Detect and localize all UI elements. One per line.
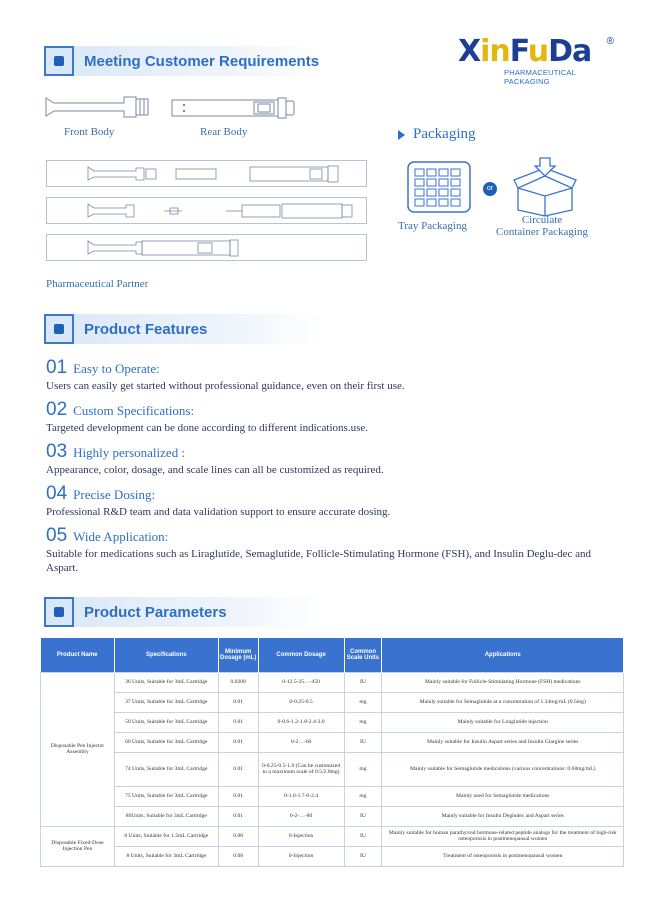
table-header-cell: Minimum Dosage (mL) bbox=[218, 638, 258, 672]
table-header-cell: Common Dosage bbox=[258, 638, 344, 672]
or-badge: or bbox=[483, 182, 497, 196]
assembly-box-1 bbox=[47, 161, 367, 187]
pen-assembly-diagram bbox=[46, 160, 368, 264]
table-row: 37 Units, Suitable for 3mL Cartridge 0.01 0-0.25-0.5 mg Mainly suitable for Semaglutide at a concentration of 1.34mg/mL (0.5mg) bbox=[41, 692, 624, 712]
feature-item: 05 Wide Application: Suitable for medications such as Liraglutide, Semaglutide, Follicle-Stimulating Hormone (FSH), and Insulin Deglu-dec and Aspart. bbox=[46, 525, 592, 574]
table-header-cell: Product Name bbox=[41, 638, 115, 672]
table-row: 60 Units, Suitable for 3mL Cartridge 0.01 0-2…-60 IU Mainly suitable for Insulin Aspart series and Insulin Glargine series bbox=[41, 732, 624, 752]
table-header-cell: Common Scale Units bbox=[344, 638, 382, 672]
table-row: 8 Units, Suitable for 3mL Cartridge 0.08 0-Injection IU Treatment of osteoporosis in postmenopausal women bbox=[41, 846, 624, 866]
feature-item: 02 Custom Specifications: Targeted development can be done according to different indications.use. bbox=[46, 399, 368, 434]
section-badge-icon bbox=[44, 597, 74, 627]
container-caption: Circulate Container Packaging bbox=[496, 214, 588, 238]
table-row: Disposable Pen Injector Assembly 36 Units, Suitable for 3mL Cartridge 0.0208 0-12.5-25…-450 IU Mainly suitable for Follicle-Stimulating Hormone (FSH) medications bbox=[41, 672, 624, 692]
container-box-icon bbox=[512, 156, 578, 218]
feature-item: 01 Easy to Operate: Users can easily get started without professional guidance, even on their first use. bbox=[46, 357, 405, 392]
section-header-parameters bbox=[44, 597, 324, 627]
partner-caption: Pharmaceutical Partner bbox=[46, 278, 149, 290]
registered-mark: ® bbox=[606, 36, 614, 47]
front-body-caption: Front Body bbox=[64, 126, 115, 138]
product-name-cell: Disposable Fixed-Dose Injection Pen bbox=[41, 826, 115, 866]
table-row: 74 Units, Suitable for 3mL Cartridge 0.01 0-0.25-0.5-1.0 (Can be customized to a maximum scale of 0.5/2.0mg) mg Mainly suitable for Semaglutide medications (various concentrations: 0.68mg/mL) bbox=[41, 752, 624, 786]
feature-item: 03 Highly personalized : Appearance, color, dosage, and scale lines can all be customized as required. bbox=[46, 441, 384, 476]
table-header-cell: Applications bbox=[382, 638, 624, 672]
section-badge-icon bbox=[44, 314, 74, 344]
table-row: 50 Units, Suitable for 3mL Cartridge 0.01 0-0.6-1.2-1.8-2.4-3.0 mg Mainly suitable for Liraglutide injection bbox=[41, 712, 624, 732]
product-parameters-table bbox=[40, 638, 624, 867]
section-badge-icon bbox=[44, 46, 74, 76]
table-header-cell: Specifications bbox=[114, 638, 218, 672]
section-title: Product Parameters bbox=[84, 603, 227, 621]
section-header-features bbox=[44, 314, 324, 344]
table-header-row bbox=[41, 638, 624, 672]
front-body-image bbox=[44, 94, 154, 120]
packaging-title: Packaging bbox=[413, 126, 476, 142]
brand-logo bbox=[458, 36, 618, 86]
brand-name: XinFuDa bbox=[458, 34, 592, 69]
tray-caption: Tray Packaging bbox=[398, 220, 467, 232]
section-header-requirements bbox=[44, 46, 324, 76]
section-title: Product Features bbox=[84, 320, 208, 338]
assembly-box-3 bbox=[47, 235, 367, 261]
feature-item: 04 Precise Dosing: Professional R&D team and data validation support to ensure accurate dosing. bbox=[46, 483, 391, 518]
product-name-cell: Disposable Pen Injector Assembly bbox=[41, 672, 115, 826]
rear-body-image bbox=[170, 96, 300, 120]
triangle-arrow-icon bbox=[398, 130, 405, 140]
brand-tagline: PHARMACEUTICAL PACKAGING bbox=[504, 68, 576, 86]
tray-icon bbox=[406, 160, 472, 214]
section-title: Meeting Customer Requirements bbox=[84, 52, 320, 70]
table-row: 80Units, Suitable for 3mL Cartridge 0.01 0-2-…-80 IU Mainly suitable for Insulin Degludec and Aspart series bbox=[41, 806, 624, 826]
assembly-box-2 bbox=[47, 198, 367, 224]
table-row: Disposable Fixed-Dose Injection Pen 8 Units, Suitable for 1.5mL Cartridge 0.08 0-Injection IU Mainly suitable for human parathyroid hormone-related peptide analogs for the treatment of high-risk osteoporosis in postmenopausal women bbox=[41, 826, 624, 846]
packaging-header bbox=[398, 126, 475, 143]
table-row: 75 Units, Suitable for 3mL Cartridge 0.01 0-1.0-1.7-0-2.4 mg Mainly used for Semaglutide medications bbox=[41, 786, 624, 806]
rear-body-caption: Rear Body bbox=[200, 126, 248, 138]
